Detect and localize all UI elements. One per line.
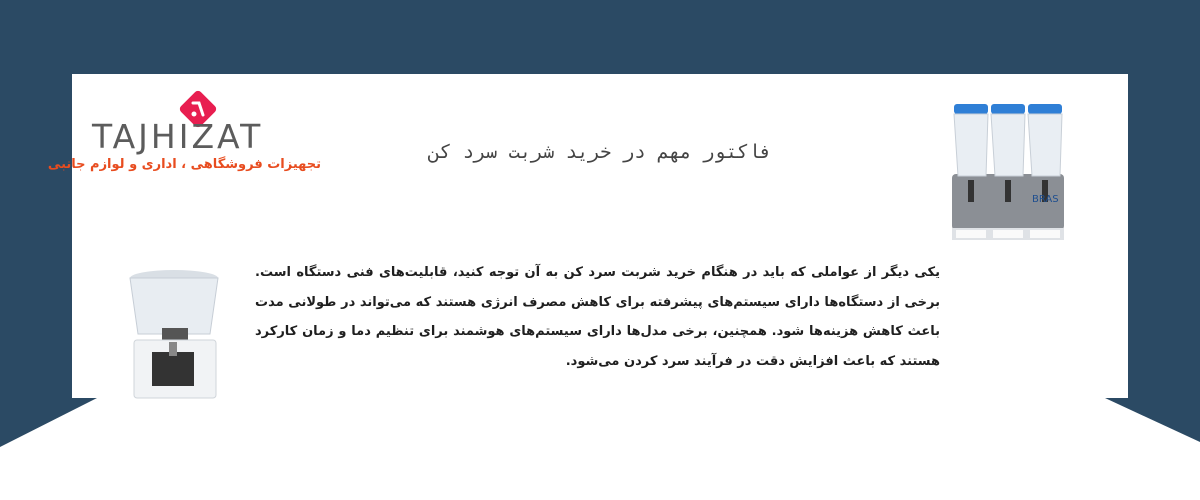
logo-wordmark: TAJHIZAT — [92, 117, 264, 156]
article-body: یکی دیگر از عواملی که باید در هنگام خرید شربت سرد کن به آن توجه کنید، قابلیت‌های فنی دستگاه است. برخی از دستگاه‌ها دارای سیستم‌های پیشرفته برای کاهش مصرف انرژی هستند که می‌تواند در طولانی مدت باعث کاهش هزینه‌ها شود. همچنین، برخی مدل‌ها دارای سیستم‌های هوشمند برای تنظیم دما و زمان کارکرد هستند که باعث افزایش دقت در فرآیند سرد کردن می‌شود. — [255, 265, 940, 369]
brand-logo[interactable] — [47, 82, 321, 192]
single-juice-dispenser-image — [122, 268, 222, 402]
dispenser-brand-label: BRAS — [1032, 194, 1059, 205]
article-title: فاکتور مهم در خرید شربت سرد کن — [428, 141, 772, 163]
logo-tagline: تجهیزات فروشگاهی ، اداری و لوازم جانبی — [47, 157, 321, 172]
triple-juice-dispenser-image — [948, 100, 1068, 252]
